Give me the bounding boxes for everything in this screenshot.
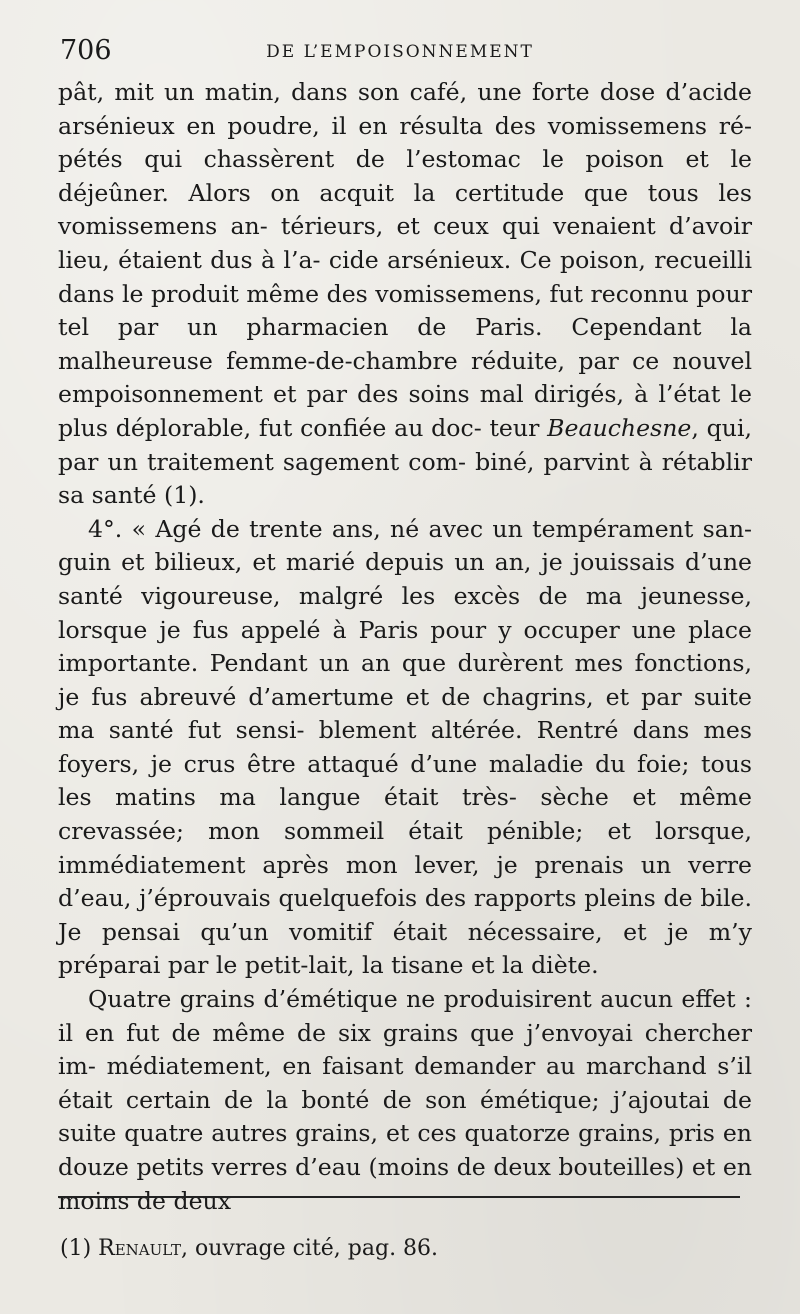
paragraph-1-text-end: , qui, par un traitement sagement com- biné, parvint à rétablir sa santé (1). (58, 413, 752, 510)
footnote-marker: (1) (60, 1236, 92, 1261)
doctor-name: Beauchesne (547, 413, 692, 442)
running-title: DE L’EMPOISONNEMENT (266, 42, 534, 62)
body-text (58, 76, 752, 1218)
paragraph-continuation (58, 76, 752, 513)
footnote-rule (58, 1196, 740, 1198)
paragraph-emetic: Quatre grains d’émétique ne produisirent aucun effet : il en fut de même de six grains que j’envoyai chercher im- médiatement, en faisant demander au marchand s’il était certain de la bonté de son émétique; j’ajoutai de suite quatre autres grains, et ces quatorze grains, pris en douze petits verres d’eau (moins de deux bouteilles) et en moins de deux (58, 985, 752, 1215)
paragraph-1-text: pât, mit un matin, dans son café, une forte dose d’acide arsénieux en poudre, il en résulta des vomissemens ré- pétés qui chassèrent de l’estomac le poison et le déjeûner. Alors on acquit la certitude que tous les vomissemens an- térieurs, et ceux qui venaient d’avoir lieu, étaient dus à l’a- cide arsénieux. Ce poison, recueilli dans le produit même des vomissemens, fut reconnu pour tel par un pharmacien de Paris. Cependant la malheureuse femme-de-chambre réduite, par ce nouvel empoisonnement et par des soins mal dirigés, à l’état le plus déplorable, fut confiée au doc- teur (58, 78, 752, 442)
running-head (60, 34, 740, 68)
footnote (60, 1234, 438, 1264)
page-number: 706 (60, 35, 112, 66)
footnote-author: Renault (98, 1236, 182, 1261)
paragraph-case-4: 4°. « Agé de trente ans, né avec un tempérament san- guin et bilieux, et marié depuis un an, je jouissais d’une santé vigoureuse, malgré les excès de ma jeunesse, lorsque je fus appelé à Paris pour y occuper une place importante. Pendant un an que durèrent mes fonctions, je fus abreuvé d’amertume et de chagrins, et par suite ma santé fut sensi- blement altérée. Rentré dans mes foyers, je crus être attaqué d’une maladie du foie; tous les matins ma langue était très- sèche et même crevassée; mon sommeil était pénible; et lorsque, immédiatement après mon lever, je prenais un verre d’eau, j’éprouvais quelquefois des rapports pleins de bile. Je pensai qu’un vomitif était nécessaire, et je m’y préparai par le petit-lait, la tisane et la diète. (58, 514, 752, 980)
footnote-citation: , ouvrage cité, pag. 86. (181, 1236, 439, 1261)
